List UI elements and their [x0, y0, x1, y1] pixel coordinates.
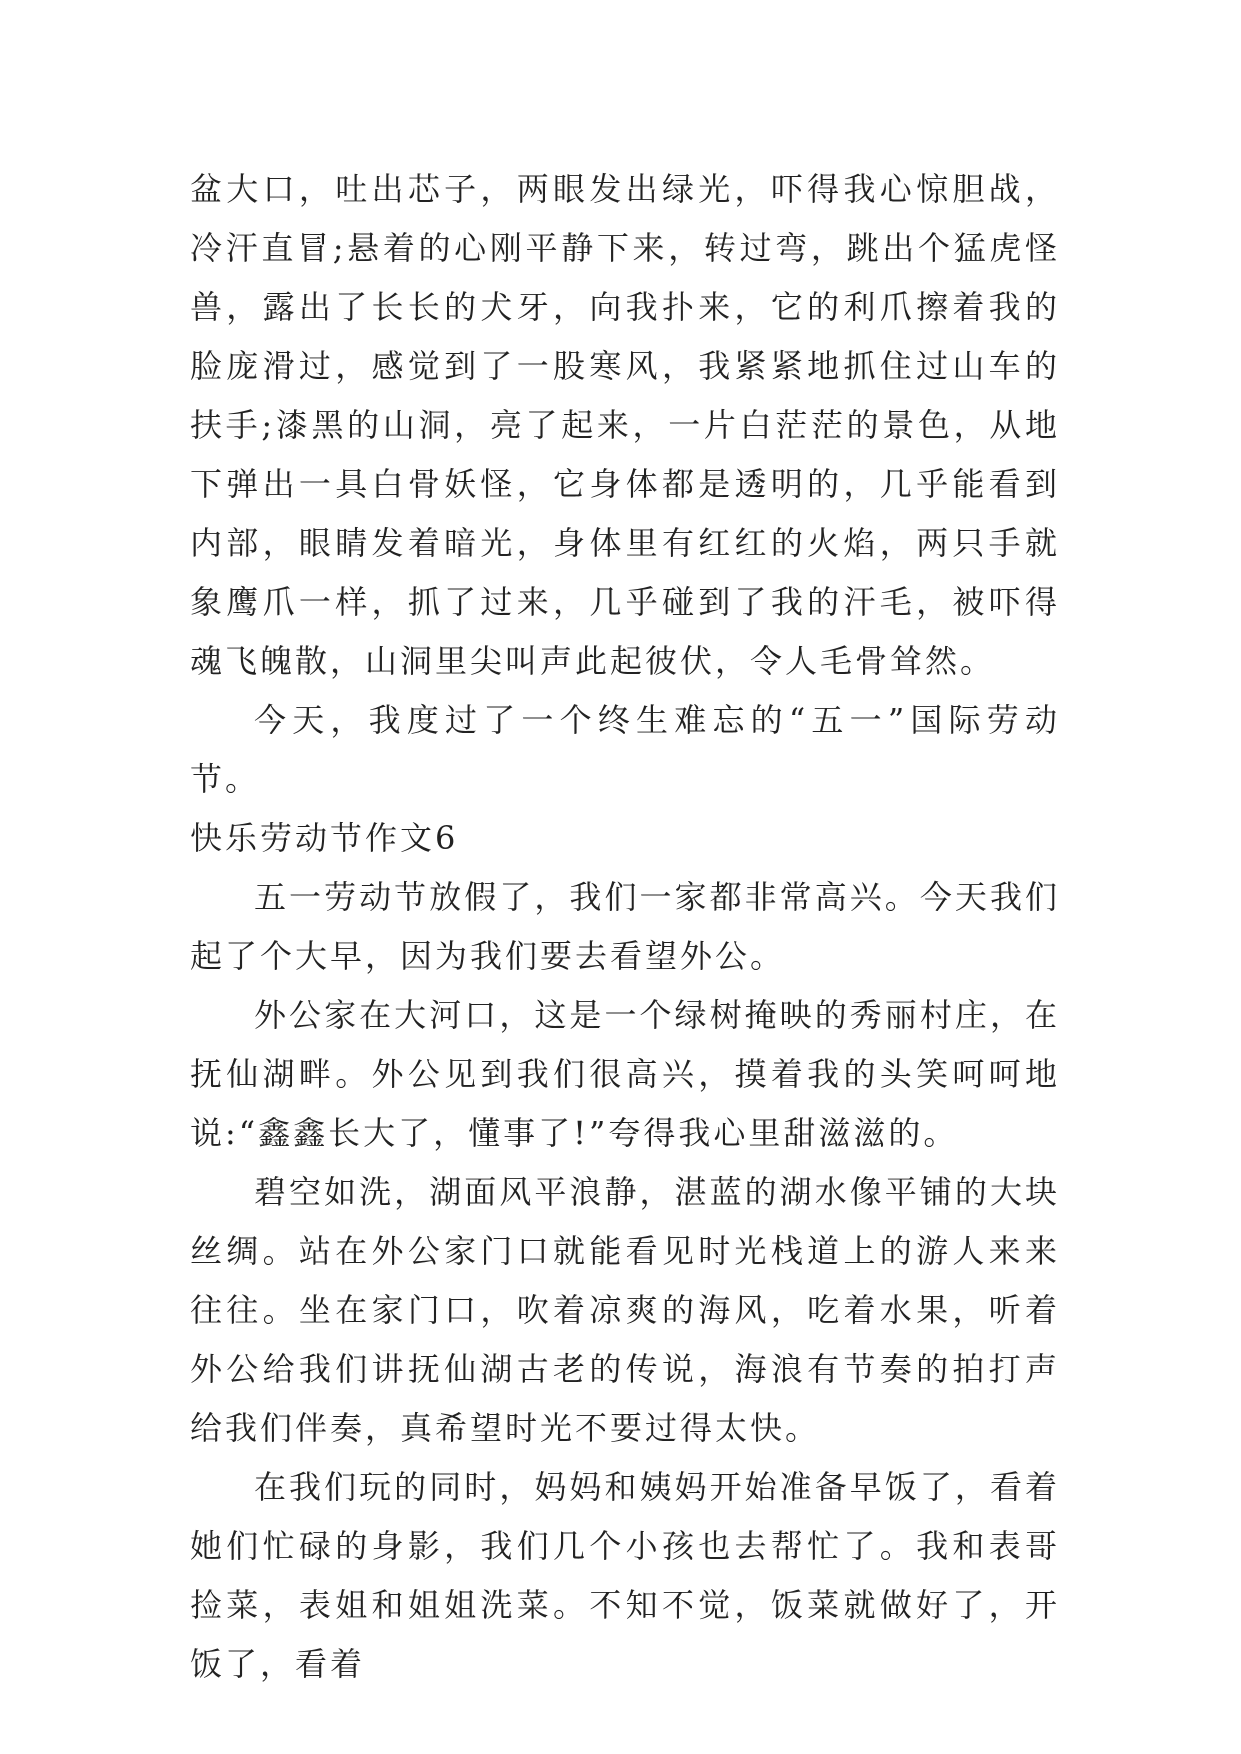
section-heading: 快乐劳动节作文6 [190, 819, 459, 857]
paragraph: 五一劳动节放假了，我们一家都非常高兴。今天我们起了个大早，因为我们要去看望外公。 [190, 878, 1060, 975]
paragraph: 在我们玩的同时，妈妈和姨妈开始准备早饭了，看着她们忙碌的身影，我们几个小孩也去帮忙了。我和表哥捡菜，表姐和姐姐洗菜。不知不觉，饭菜就做好了，开饭了，看着 [190, 1468, 1060, 1683]
paragraph-continued: 盆大口，吐出芯子，两眼发出绿光，吓得我心惊胆战，冷汗直冒;悬着的心刚平静下来，转过弯，跳出个猛虎怪兽，露出了长长的犬牙，向我扑来，它的利爪擦着我的脸庞滑过，感觉到了一股寒风，我紧紧地抓住过山车的扶手;漆黑的山洞，亮了起来，一片白茫茫的景色，从地下弹出一具白骨妖怪，它身体都是透明的，几乎能看到内部，眼睛发着暗光，身体里有红红的火焰，两只手就象鹰爪一样，抓了过来，几乎碰到了我的汗毛，被吓得魂飞魄散，山洞里尖叫声此起彼伏，令人毛骨耸然。 [190, 170, 1060, 680]
document-body [190, 160, 1060, 1694]
paragraph: 今天，我度过了一个终生难忘的“五一”国际劳动节。 [190, 701, 1060, 798]
paragraph: 碧空如洗，湖面风平浪静，湛蓝的湖水像平铺的大块丝绸。站在外公家门口就能看见时光栈道上的游人来来往往。坐在家门口，吹着凉爽的海风，吃着水果，听着外公给我们讲抚仙湖古老的传说，海浪有节奏的拍打声给我们伴奏，真希望时光不要过得太快。 [190, 1173, 1060, 1447]
paragraph: 外公家在大河口，这是一个绿树掩映的秀丽村庄，在抚仙湖畔。外公见到我们很高兴，摸着我的头笑呵呵地说:“鑫鑫长大了，懂事了!”夸得我心里甜滋滋的。 [190, 996, 1060, 1152]
